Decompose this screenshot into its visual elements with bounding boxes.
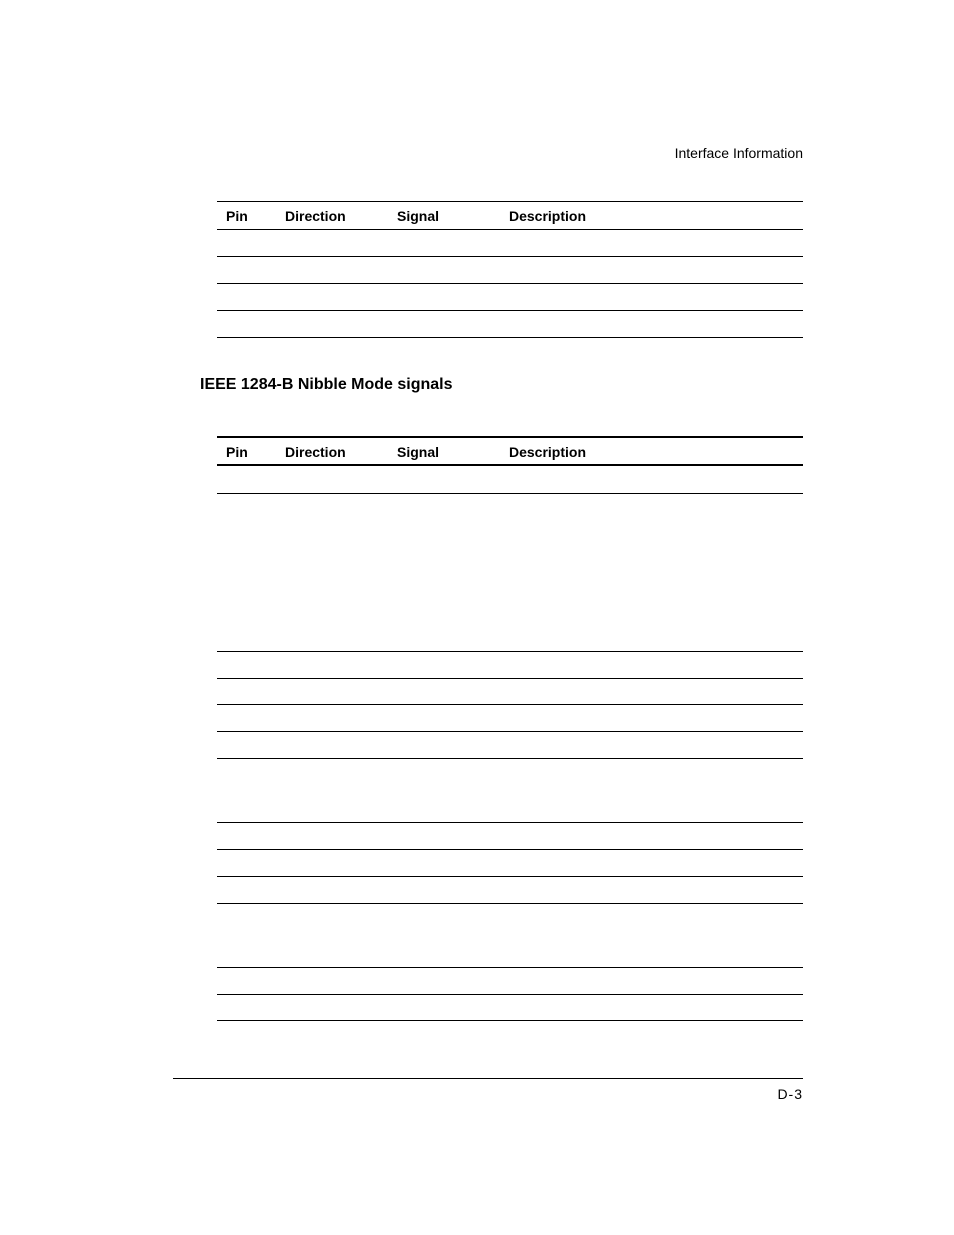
table-row [217,705,803,732]
column-header-pin: Pin [226,444,248,460]
table-header-row [217,436,803,466]
column-header-signal: Signal [397,208,440,224]
table-row [217,311,803,338]
column-header-description: Description [509,444,587,460]
table-row [217,466,803,494]
column-header-pin: Pin [226,208,248,224]
table-row [217,732,803,759]
column-header-description: Description [509,208,587,224]
footer-rule [173,1078,803,1079]
table-row [217,257,803,284]
signal-table-2 [217,436,803,1021]
table-row [217,759,803,823]
running-header: Interface Information [674,145,803,161]
table-row [217,230,803,257]
table-row [217,652,803,679]
column-header-direction: Direction [285,208,346,224]
section-heading: IEEE 1284-B Nibble Mode signals [200,376,453,393]
column-header-signal: Signal [397,444,440,460]
signal-table-1 [217,201,803,338]
column-header-direction: Direction [285,444,346,460]
table-row [217,904,803,968]
table-row [217,823,803,850]
table-row [217,679,803,705]
table-row [217,877,803,904]
table-row [217,494,803,652]
table-header-row [217,201,803,230]
page-number: D-3 [777,1086,803,1102]
table-row [217,968,803,995]
table-row [217,995,803,1021]
table-row [217,850,803,877]
table-row [217,284,803,311]
